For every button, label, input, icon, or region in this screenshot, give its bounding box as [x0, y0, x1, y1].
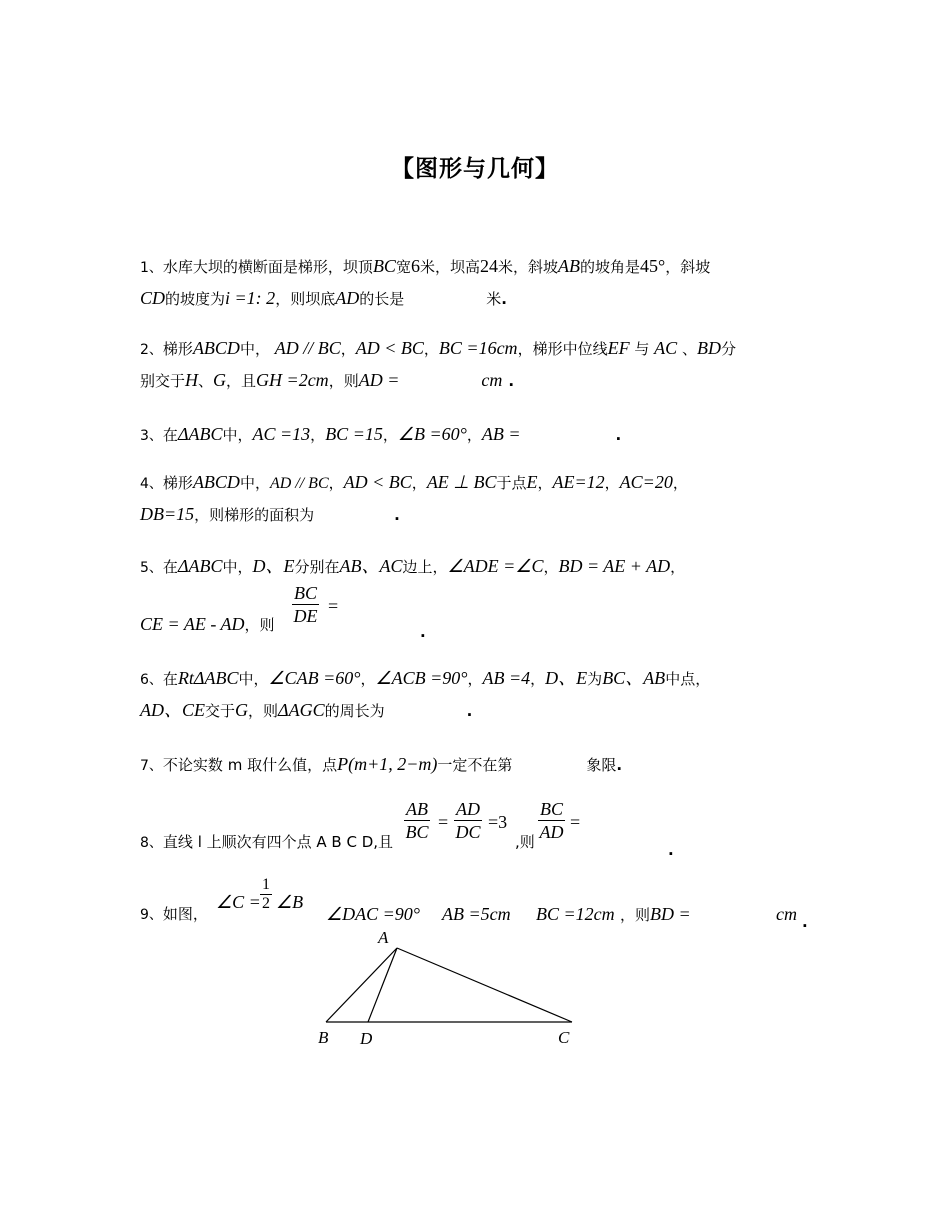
- question-2: 2、梯形ABCD中， AD // BC，AD < BC，BC =16cm，梯形中位线EF 与 AC 、BD分 别交于H、G，且GH =2cm，则AD = cm .: [140, 338, 736, 390]
- triangle-figure: [300, 925, 600, 1055]
- segment-ac: [397, 948, 572, 1022]
- question-7: 7、不论实数 m 取什么值，点P(m+1, 2−m)一定不在第 象限.: [140, 754, 623, 774]
- question-number: 9、: [140, 907, 163, 923]
- question-number: 5、: [140, 560, 163, 576]
- label-b: B: [318, 1028, 329, 1047]
- question-number: 7、: [140, 758, 163, 774]
- question-number: 8、: [140, 835, 163, 851]
- fraction: $\frac{1}{2}$: [262, 876, 270, 912]
- label-a: A: [378, 928, 389, 947]
- fraction: $\frac{BC}{DE}$: [293, 583, 318, 626]
- question-number: 2、: [140, 342, 163, 358]
- fraction: $\frac{BC}{AD}$: [539, 799, 564, 842]
- segment-ab: [326, 948, 397, 1022]
- question-number: 3、: [140, 428, 163, 444]
- question-3: 3、在ΔABC中，AC =13，BC =15，∠B =60°，AB = .: [140, 424, 622, 444]
- question-number: 1、: [140, 260, 163, 276]
- page-title: 【图形与几何】: [391, 156, 559, 182]
- question-8: 8、直线 l 上顺次有四个点 A B C D,且 $\frac{AB}{BC}$ = $\frac{AD}{DC}$ =3 ,则 $\frac{BC}{AD}$ = .: [140, 799, 674, 859]
- question-4: 4、梯形ABCD中，AD // BC，AD < BC，AE ⊥ BC于点E，AE=12，AC=20， DB=15，则梯形的面积为 .: [140, 472, 688, 524]
- question-number: 4、: [140, 476, 163, 492]
- label-c: C: [558, 1028, 570, 1047]
- segment-ad: [368, 948, 397, 1022]
- question-number: 6、: [140, 672, 163, 688]
- question-1: 1、水库大坝的横断面是梯形，坝顶BC宽6米，坝高24米，斜坡AB的坡角是45°，斜坡 CD的坡度为i =1: 2，则坝底AD的长是 米.: [140, 256, 711, 308]
- question-5: 5、在ΔABC中，D、E分别在AB、AC边上，∠ADE =∠C，BD = AE + AD， CE = AE - AD，则 $\frac{BC}{DE}$ = .: [140, 556, 686, 641]
- fraction: $\frac{AD}{DC}$: [455, 799, 481, 842]
- label-d: D: [360, 1029, 373, 1048]
- question-9: 9、如图， ∠C = $\frac{1}{2}$ ∠B ∠DAC =90° AB =5cm BC =12cm ，则BD = cm .: [140, 876, 808, 931]
- question-6: 6、在RtΔABC中，∠CAB =60°，∠ACB =90°，AB =4，D、E为BC、AB中点， AD、CE交于G，则ΔAGC的周长为 .: [140, 668, 711, 720]
- fraction: $\frac{AB}{BC}$: [405, 799, 429, 842]
